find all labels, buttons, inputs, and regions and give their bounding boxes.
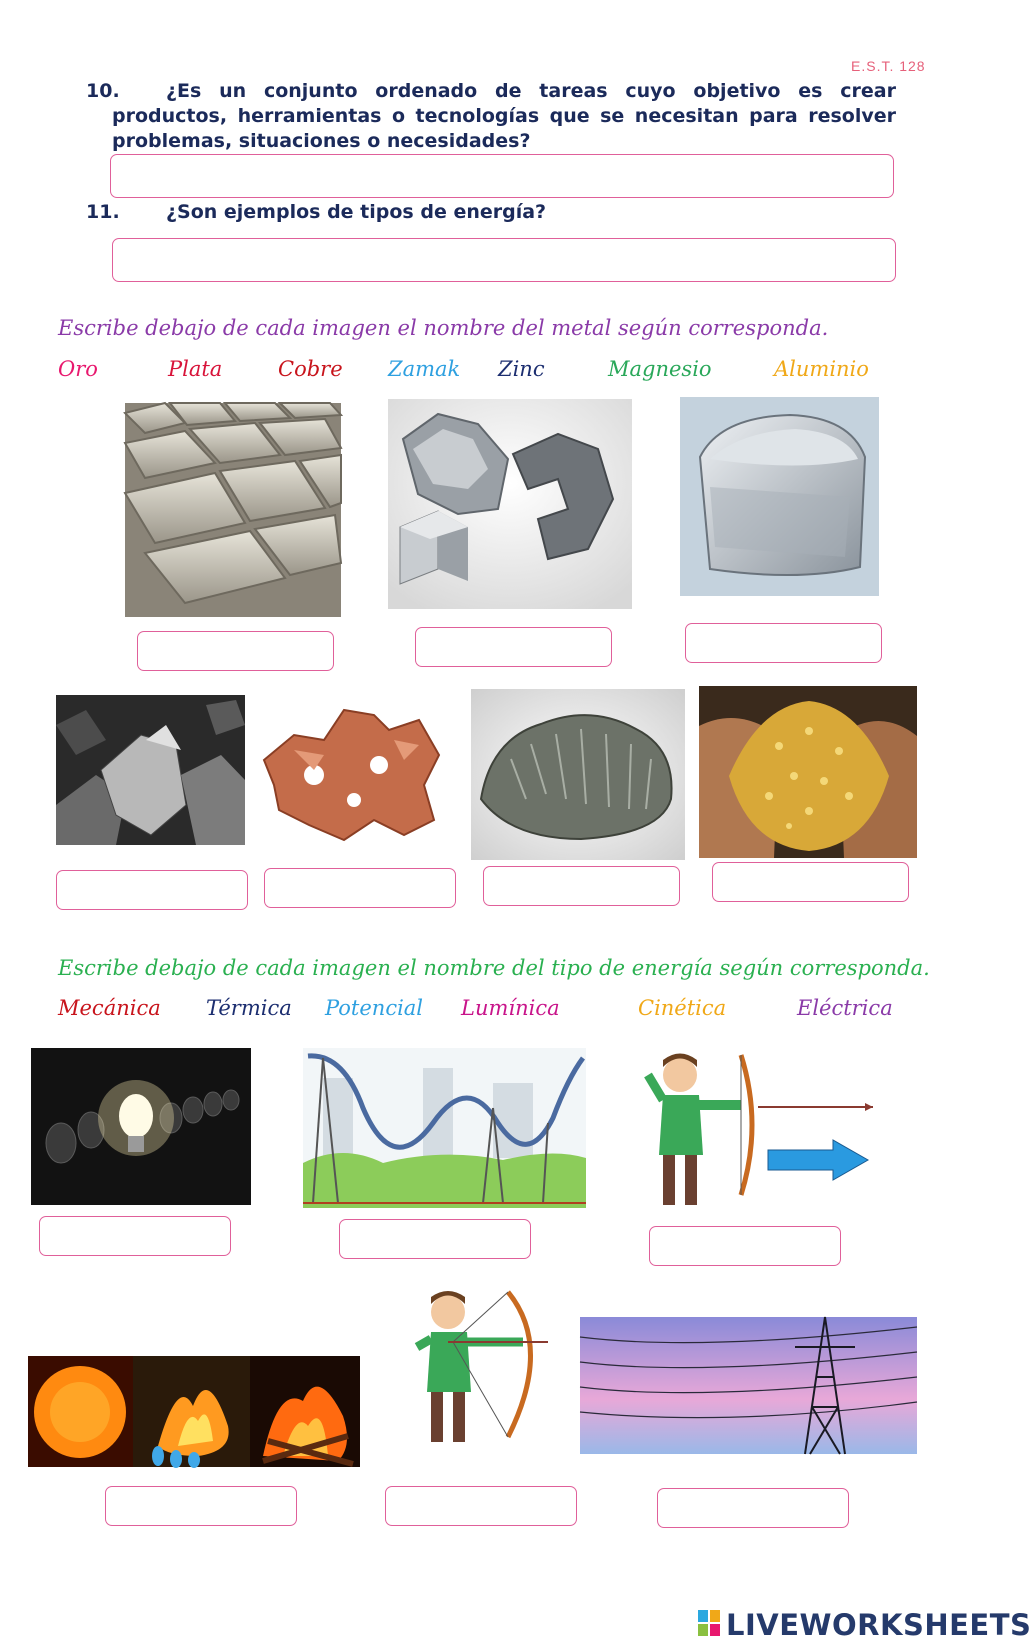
metal-answer-1[interactable] bbox=[137, 631, 334, 671]
aluminium-chunk-photo bbox=[680, 397, 879, 596]
word-luminica: Lumínica bbox=[461, 996, 560, 1020]
metal-answer-5[interactable] bbox=[264, 868, 456, 908]
word-zamak: Zamak bbox=[388, 357, 461, 381]
archer-released-arrow-illustration bbox=[633, 1045, 878, 1215]
energy-answer-2[interactable] bbox=[339, 1219, 531, 1259]
metal-answer-7[interactable] bbox=[712, 862, 909, 902]
metal-answer-4[interactable] bbox=[56, 870, 248, 910]
energy-answer-4[interactable] bbox=[105, 1486, 297, 1526]
energy-answer-1[interactable] bbox=[39, 1216, 231, 1256]
light-bulbs-photo bbox=[31, 1048, 251, 1205]
grey-ore-photo bbox=[56, 695, 245, 845]
power-lines-photo bbox=[580, 1317, 917, 1454]
liveworksheets-brand: LIVEWORKSHEETS bbox=[726, 1608, 1031, 1642]
energy-answer-3[interactable] bbox=[649, 1226, 841, 1266]
answer-field-11[interactable] bbox=[112, 238, 896, 282]
metal-ingots-photo bbox=[125, 403, 341, 617]
question-10 bbox=[86, 79, 896, 154]
word-termica: Térmica bbox=[206, 996, 292, 1020]
word-cinetica: Cinética bbox=[638, 996, 727, 1020]
word-potencial: Potencial bbox=[325, 996, 424, 1020]
magnesium-crystal-photo bbox=[471, 689, 685, 860]
word-cobre: Cobre bbox=[278, 357, 343, 381]
question-number: 11. bbox=[86, 201, 120, 223]
roller-coaster-diagram bbox=[303, 1048, 586, 1208]
metals-instruction: Escribe debajo de cada imagen el nombre del metal según corresponda. bbox=[58, 316, 829, 340]
word-plata: Plata bbox=[168, 357, 223, 381]
metal-answer-2[interactable] bbox=[415, 627, 612, 667]
liveworksheets-logo-icon bbox=[698, 1610, 720, 1636]
energy-answer-5[interactable] bbox=[385, 1486, 577, 1526]
metal-answer-6[interactable] bbox=[483, 866, 680, 906]
word-magnesio: Magnesio bbox=[608, 357, 712, 381]
word-oro: Oro bbox=[58, 357, 98, 381]
question-text: ¿Es un conjunto ordenado de tareas cuyo objetivo es crear productos, herramientas o tecnologías que se necesitan para resolver problemas, situaciones o necesidades? bbox=[112, 80, 896, 152]
word-electrica: Eléctrica bbox=[797, 996, 893, 1020]
answer-field-10[interactable] bbox=[110, 154, 894, 198]
sun-fire-flames-photo bbox=[28, 1356, 360, 1467]
school-code: E.S.T. 128 bbox=[851, 58, 926, 74]
question-number: 10. bbox=[86, 80, 120, 102]
gold-in-hands-photo bbox=[699, 686, 917, 858]
metal-answer-3[interactable] bbox=[685, 623, 882, 663]
question-11 bbox=[86, 200, 896, 225]
word-zinc: Zinc bbox=[498, 357, 545, 381]
archer-drawing-bow-illustration bbox=[403, 1287, 551, 1449]
word-aluminio: Aluminio bbox=[774, 357, 869, 381]
question-text: ¿Son ejemplos de tipos de energía? bbox=[166, 201, 547, 223]
copper-nugget-photo bbox=[254, 700, 444, 846]
energy-instruction: Escribe debajo de cada imagen el nombre del tipo de energía según corresponda. bbox=[58, 956, 930, 980]
energy-answer-6[interactable] bbox=[657, 1488, 849, 1528]
word-mecanica: Mecánica bbox=[58, 996, 161, 1020]
zinc-pieces-photo bbox=[388, 399, 632, 609]
